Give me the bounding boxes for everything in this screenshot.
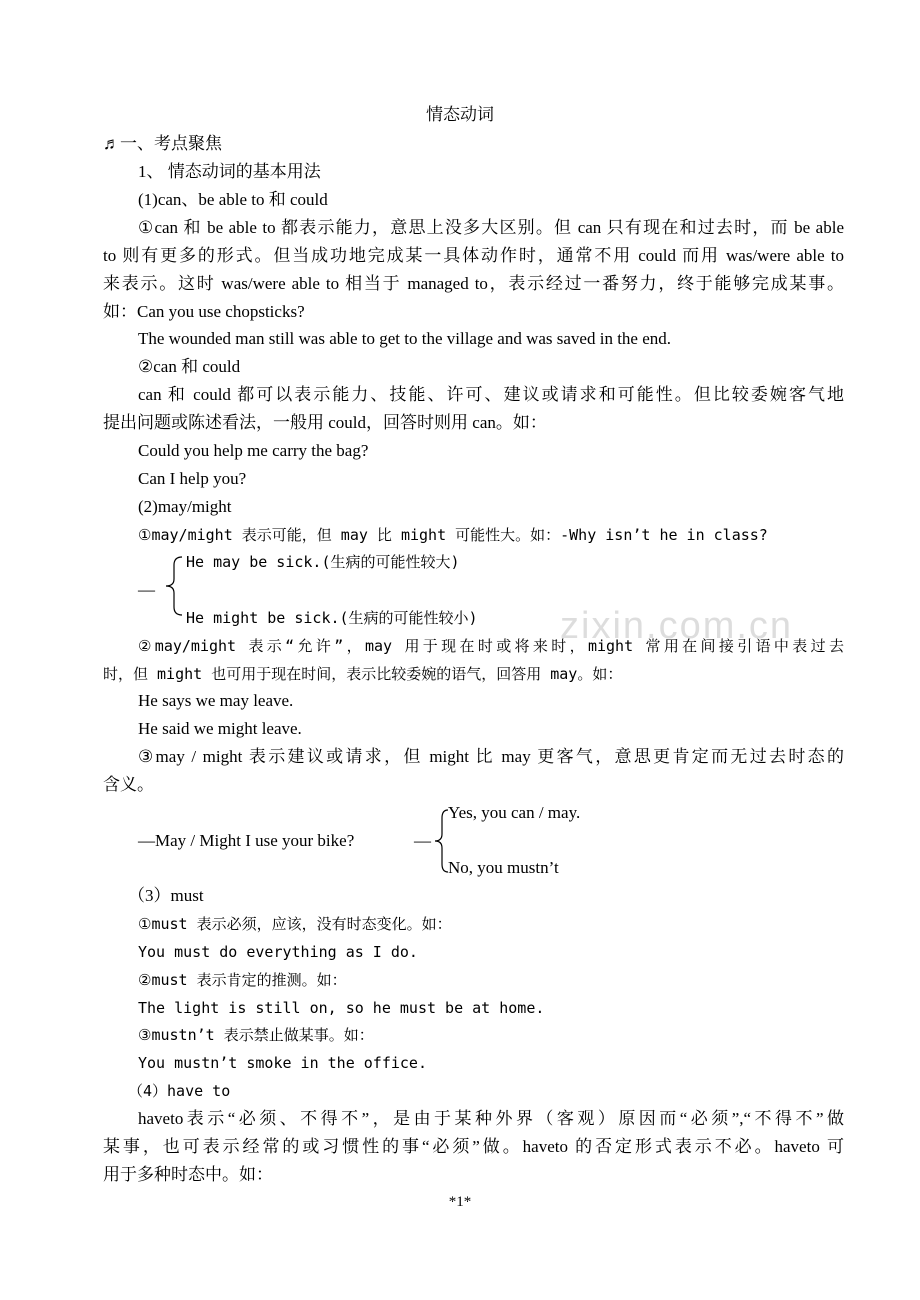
brace-left	[158, 555, 188, 617]
paragraph-line: can 和 could 都可以表示能力、技能、许可、建议或请求和可能性。但比较委婉客气地	[138, 385, 844, 404]
paragraph-line: ②must 表示肯定的推测。如：	[138, 971, 347, 989]
topic-heading-must: （3）must	[128, 886, 204, 905]
example-question: —May / Might I use your bike?	[138, 831, 355, 850]
example-line: You mustn’t smoke in the office.	[138, 1054, 427, 1072]
subsection-heading: 1、 情态动词的基本用法	[138, 162, 321, 181]
paragraph-line: ①can 和 be able to 都表示能力，意思上没多大区别。但 can 只有现在和过去时，而 be able	[138, 218, 844, 237]
paragraph-line: 来表示。这时 was/were able to 相当于 managed to，表示经过一番努力，终于能够完成某事。	[103, 274, 844, 293]
paragraph-line: 用于多种时态中。如：	[103, 1165, 273, 1184]
section-heading: ♬一、考点聚焦	[103, 134, 222, 153]
answer-option: He may be sick.(生病的可能性较大)	[186, 553, 460, 571]
paragraph-line: 含义。	[103, 775, 154, 794]
answer-option: He might be sick.(生病的可能性较小)	[186, 609, 478, 627]
dash: —	[414, 831, 431, 850]
paragraph-line: haveto表示“必须、不得不”，是由于某种外界（客观）原因而“必须”,“不得不”做	[138, 1109, 844, 1128]
example-line: He says we may leave.	[138, 691, 294, 710]
example-line: 如：Can you use chopsticks?	[103, 302, 305, 321]
example-line: The light is still on, so he must be at home.	[138, 999, 545, 1017]
answer-option: Yes, you can / may.	[448, 803, 581, 822]
paragraph-line: ③mustn’t 表示禁止做某事。如：	[138, 1026, 374, 1044]
paragraph-line: ①must 表示必须，应该，没有时态变化。如：	[138, 915, 452, 933]
topic-heading-may-might: (2)may/might	[138, 497, 232, 516]
page-number: *1*	[448, 1194, 472, 1210]
paragraph-line: 提出问题或陈述看法，一般用 could，回答时则用 can。如：	[103, 413, 547, 432]
paragraph-line: ①may/might 表示可能，但 may 比 might 可能性大。如：-Why isn’t he in class?	[138, 526, 768, 544]
example-line: The wounded man still was able to get to the village and was saved in the end.	[138, 329, 672, 348]
topic-heading-have-to: （4）have to	[128, 1082, 231, 1100]
example-line: He said we might leave.	[138, 719, 302, 738]
answer-option: No, you mustn’t	[448, 858, 559, 877]
page-title: 情态动词	[426, 105, 494, 124]
dash: —	[138, 580, 155, 599]
topic-heading-can-could: ②can 和 could	[138, 357, 241, 376]
example-line: Can I help you?	[138, 469, 247, 488]
topic-heading-can: (1)can、be able to 和 could	[138, 190, 328, 209]
watermark: zixin.com.cn	[560, 605, 794, 647]
paragraph-line: to 则有更多的形式。但当成功地完成某一具体动作时，通常不用 could 而用 was/were able to	[103, 246, 844, 265]
example-line: You must do everything as I do.	[138, 943, 418, 961]
paragraph-line: ③may / might 表示建议或请求，但 might 比 may 更客气，意思更肯定而无过去时态的	[138, 747, 844, 766]
paragraph-line: 某事，也可表示经常的或习惯性的事“必须”做。haveto 的否定形式表示不必。haveto 可	[103, 1137, 844, 1156]
paragraph-line: ②may/might 表示“允许”，may 用于现在时或将来时，might 常用在间接引语中表过去	[138, 637, 844, 655]
example-line: Could you help me carry the bag?	[138, 441, 369, 460]
paragraph-line: 时，但 might 也可用于现在时间，表示比较委婉的语气，回答用 may。如：	[103, 665, 623, 683]
